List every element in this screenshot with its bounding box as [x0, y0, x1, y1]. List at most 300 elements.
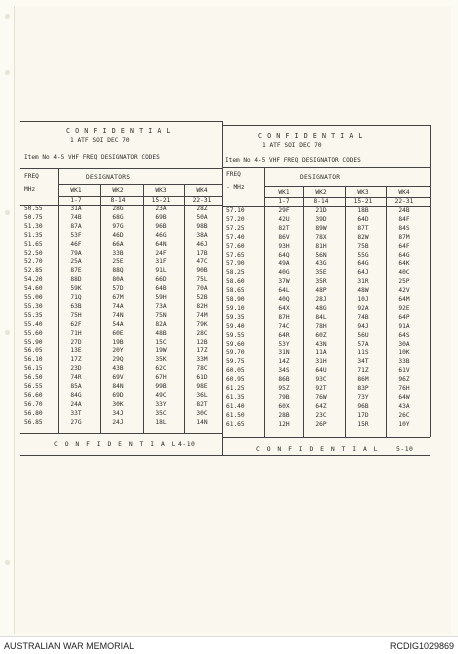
designator-code: 73Y	[357, 393, 369, 401]
freq-value: 58.60	[226, 278, 245, 286]
left-week-header: WK2	[112, 187, 124, 194]
designator-code: 40Q	[278, 296, 290, 303]
designator-code: 74B	[357, 313, 369, 321]
archive-footer	[0, 636, 458, 654]
designator-code: 96B	[357, 402, 369, 410]
rule-line	[20, 433, 222, 434]
freq-value: 60.95	[226, 376, 245, 384]
designator-code: 27D	[70, 338, 82, 346]
designator-code: 78X	[315, 233, 327, 241]
left-week-range: 8-14	[110, 197, 126, 204]
designator-code: 61D	[196, 374, 208, 382]
freq-value: 57.60	[226, 242, 245, 250]
designator-code: 33B	[398, 358, 410, 366]
designator-code: 10J	[357, 296, 369, 303]
designator-code: 25P	[398, 278, 410, 286]
designator-code: 71Z	[357, 367, 369, 375]
freq-value: 57.20	[226, 215, 245, 223]
designator-code: 49C	[155, 391, 167, 399]
designator-code: 64K	[398, 260, 410, 268]
designator-code: 26P	[315, 420, 327, 428]
freq-value: 54.20	[24, 276, 43, 284]
designator-code: 35R	[315, 278, 327, 286]
freq-value: 58.25	[226, 269, 245, 277]
designator-code: 94J	[357, 322, 369, 330]
designator-code: 20Y	[112, 347, 124, 355]
designator-code: 64F	[398, 242, 410, 250]
designator-code: 82A	[155, 320, 167, 328]
punch-hole	[5, 14, 10, 19]
left-item-heading: Item No 4-5 VHF FREQ DESIGNATOR CODES	[24, 154, 160, 161]
designator-code: 71H	[70, 329, 82, 337]
designator-code: 13E	[70, 347, 82, 355]
left-week-range: 1-7	[70, 197, 82, 204]
rule-line	[184, 184, 185, 433]
designator-code: 74R	[70, 374, 82, 382]
designator-code: 62C	[155, 365, 167, 373]
designator-code: 25E	[112, 258, 124, 266]
designator-code: 64G	[398, 251, 410, 259]
designator-code: 71Q	[70, 294, 82, 301]
left-soi-subtitle: 1 ATF SOI DEC 70	[70, 137, 130, 144]
designator-code: 14N	[196, 418, 208, 426]
rule-line	[264, 167, 265, 437]
designator-code: 54A	[112, 320, 124, 328]
freq-value: 56.05	[24, 347, 43, 355]
left-mhz-label: MHz	[24, 186, 36, 193]
rule-line	[303, 186, 304, 437]
designator-code: 69V	[112, 374, 124, 382]
designator-code: 28J	[315, 296, 327, 303]
designator-code: 26C	[398, 411, 410, 419]
designator-code: 33B	[112, 249, 124, 257]
designator-code: 92A	[357, 304, 369, 312]
freq-value: 54.60	[24, 285, 43, 293]
designator-code: 95Z	[278, 385, 290, 392]
right-week-header: WK4	[398, 189, 410, 196]
designator-code: 64M	[398, 296, 410, 303]
rule-line	[58, 168, 59, 433]
freq-value: 55.35	[24, 311, 43, 319]
designator-code: 84L	[315, 313, 327, 321]
right-week-range: 22-31	[394, 198, 414, 205]
designator-code: 64B	[155, 285, 167, 293]
left-week-range: 15-21	[151, 197, 171, 204]
designator-code: 64N	[155, 240, 167, 248]
designator-code: 17B	[196, 249, 208, 257]
designator-code: 96Z	[398, 376, 410, 384]
left-week-header: WK4	[196, 187, 208, 194]
designator-code: 11A	[315, 349, 327, 357]
designator-code: 82H	[196, 302, 208, 310]
designator-code: 24B	[398, 207, 410, 214]
designator-code: 74C	[278, 322, 290, 330]
designator-code: 24J	[112, 418, 124, 426]
designator-code: 92E	[398, 304, 410, 312]
designator-code: 66A	[112, 240, 124, 248]
designator-code: 86B	[278, 376, 290, 384]
designator-code: 64P	[398, 313, 410, 321]
freq-value: 61.50	[226, 411, 245, 419]
freq-value: 56.10	[24, 356, 43, 364]
freq-value: 58.65	[226, 287, 245, 295]
designator-code: 40C	[398, 269, 410, 277]
designator-code: 24A	[70, 400, 82, 408]
designator-code: 42V	[398, 287, 410, 295]
freq-value: 59.40	[226, 322, 245, 330]
designator-code: 53Y	[278, 340, 290, 348]
freq-value: 59.55	[226, 331, 245, 339]
designator-code: 49A	[278, 260, 290, 268]
designator-code: 24F	[155, 249, 167, 257]
designator-code: 74A	[112, 302, 124, 310]
designator-code: 87A	[70, 222, 82, 230]
right-week-range: 15-21	[353, 198, 373, 205]
rule-line	[430, 125, 431, 437]
designator-code: 17D	[357, 411, 369, 419]
freq-value: 61.35	[226, 393, 245, 401]
designator-code: 34J	[112, 409, 124, 417]
archive-record-id: RCDIG1029869	[389, 641, 454, 651]
freq-value: 61.40	[226, 402, 245, 410]
designator-code: 12H	[278, 420, 290, 428]
punch-hole	[5, 330, 10, 335]
designator-code: 93H	[278, 242, 290, 250]
freq-value: 51.35	[24, 231, 43, 239]
freq-value: 57.40	[226, 233, 245, 241]
designator-code: 31R	[357, 278, 369, 286]
designator-code: 60Z	[315, 331, 327, 339]
right-week-range: 1-7	[278, 198, 290, 205]
right-week-header: WK3	[357, 189, 369, 196]
freq-value: 57.90	[226, 260, 245, 268]
designator-code: 28G	[112, 205, 124, 212]
designator-code: 35C	[155, 409, 167, 417]
designator-code: 28Z	[196, 205, 208, 212]
designator-code: 98E	[196, 383, 208, 390]
freq-value: 57.65	[226, 251, 245, 259]
rule-line	[386, 186, 387, 437]
freq-value: 57.25	[226, 224, 245, 232]
freq-value: 56.80	[24, 409, 43, 417]
left-footer-confidential: C O N F I D E N T I A L	[54, 440, 177, 448]
freq-value: 60.05	[226, 367, 245, 375]
designator-code: 28C	[196, 329, 208, 337]
designator-code: 31F	[155, 258, 167, 266]
designator-code: 87E	[70, 267, 82, 275]
freq-value: 56.85	[24, 418, 43, 426]
designator-code: 68G	[112, 213, 124, 221]
right-page-number: 5-10	[396, 445, 414, 453]
right-designators-label: DESIGNATOR	[300, 174, 341, 181]
designator-code: 74M	[196, 311, 208, 319]
left-page-number: 4-10	[178, 440, 196, 448]
rule-line	[58, 184, 222, 185]
designator-code: 84N	[112, 383, 124, 390]
designator-code: 47C	[196, 258, 208, 266]
rule-line	[222, 121, 223, 455]
freq-value: 52.50	[24, 249, 43, 257]
designator-code: 64Z	[315, 402, 327, 410]
designator-code: 64J	[357, 269, 369, 277]
freq-value: 61.65	[226, 420, 245, 428]
designator-code: 69D	[112, 391, 124, 399]
designator-code: 31H	[315, 358, 327, 366]
rule-line	[20, 455, 430, 456]
freq-value: 55.60	[24, 329, 43, 337]
rule-line	[100, 184, 101, 433]
designator-code: 90B	[196, 267, 208, 275]
freq-value: 52.85	[24, 267, 43, 275]
freq-value: 61.25	[226, 385, 245, 392]
designator-code: 99B	[155, 383, 167, 390]
designator-code: 39D	[315, 215, 327, 223]
designator-code: 48G	[315, 304, 327, 312]
designator-code: 86M	[357, 376, 369, 384]
designator-code: 96B	[155, 222, 167, 230]
designator-code: 15C	[155, 338, 167, 346]
designator-code: 67M	[112, 294, 124, 301]
designator-code: 67H	[155, 374, 167, 382]
designator-code: 78H	[315, 322, 327, 330]
freq-value: 51.65	[24, 240, 43, 248]
designator-code: 30A	[398, 340, 410, 348]
right-week-header: WK1	[278, 189, 290, 196]
designator-code: 33T	[70, 409, 82, 417]
freq-value: 59.60	[226, 340, 245, 348]
designator-code: 35E	[315, 269, 327, 277]
rule-line	[20, 168, 222, 169]
designator-code: 40G	[278, 269, 290, 277]
designator-code: 17Z	[196, 347, 208, 355]
designator-code: 91L	[155, 267, 167, 275]
designator-code: 64X	[278, 304, 290, 312]
left-week-range: 22-31	[192, 197, 212, 204]
designator-code: 73A	[155, 302, 167, 310]
designator-code: 81H	[315, 242, 327, 250]
freq-value: 50.55	[24, 205, 43, 212]
rule-line	[345, 186, 346, 437]
designator-code: 37W	[278, 278, 290, 286]
designator-code: 84G	[70, 391, 82, 399]
designator-code: 18B	[357, 207, 369, 214]
designator-code: 80A	[112, 276, 124, 284]
rule-line	[222, 437, 430, 438]
designator-code: 79A	[70, 249, 82, 257]
freq-value: 55.90	[24, 338, 43, 346]
right-mhz-label: - MHz	[226, 184, 245, 191]
designator-code: 82W	[357, 233, 369, 241]
designator-code: 84S	[398, 224, 410, 232]
designator-code: 46J	[196, 240, 208, 248]
designator-code: 92T	[315, 385, 327, 392]
freq-value: 56.70	[24, 400, 43, 408]
designator-code: 42U	[278, 215, 290, 223]
designator-code: 86V	[278, 233, 290, 241]
designator-code: 43B	[112, 365, 124, 373]
designator-code: 23D	[70, 365, 82, 373]
rule-line	[143, 184, 144, 433]
archive-name: AUSTRALIAN WAR MEMORIAL	[4, 641, 135, 651]
right-freq-label: FREQ	[226, 171, 241, 178]
designator-code: 14Z	[278, 358, 290, 366]
right-footer-confidential: C O N F I D E N T I A L	[256, 445, 379, 453]
freq-value: 55.00	[24, 294, 43, 301]
punch-hole	[5, 210, 10, 215]
designator-code: 57D	[112, 285, 124, 293]
designator-code: 52B	[196, 294, 208, 301]
designator-code: 60E	[112, 329, 124, 337]
designator-code: 29Q	[112, 356, 124, 364]
designator-code: 43G	[315, 260, 327, 268]
designator-code: 85A	[70, 383, 82, 390]
rule-line	[222, 125, 430, 126]
designator-code: 30C	[196, 409, 208, 417]
designator-code: 75N	[155, 311, 167, 319]
designator-code: 98B	[196, 222, 208, 230]
designator-code: 12B	[196, 338, 208, 346]
designator-code: 36L	[196, 391, 208, 399]
designator-code: 79K	[196, 320, 208, 328]
designator-code: 48P	[315, 287, 327, 295]
rule-line	[58, 196, 222, 197]
freq-value: 57.10	[226, 207, 245, 214]
designator-code: 46D	[112, 231, 124, 239]
designator-code: 10Y	[398, 420, 410, 428]
freq-value: 56.50	[24, 374, 43, 382]
designator-code: 61V	[398, 367, 410, 375]
designator-code: 69B	[155, 213, 167, 221]
rule-line	[222, 167, 430, 168]
designator-code: 64R	[278, 331, 290, 339]
designator-code: 87H	[278, 313, 290, 321]
designator-code: 83P	[357, 385, 369, 392]
designator-code: 79B	[278, 393, 290, 401]
designator-code: 74B	[70, 213, 82, 221]
designator-code: 63B	[70, 302, 82, 310]
freq-value: 51.30	[24, 222, 43, 230]
right-confidential-title: C O N F I D E N T I A L	[258, 132, 364, 140]
designator-code: 23A	[155, 205, 167, 212]
designator-code: 48W	[357, 287, 369, 295]
designator-code: 53F	[70, 231, 82, 239]
designator-code: 91A	[398, 322, 410, 330]
left-confidential-title: C O N F I D E N T I A L	[66, 127, 172, 135]
designator-code: 75L	[196, 276, 208, 284]
designator-code: 74N	[112, 311, 124, 319]
designator-code: 87M	[398, 233, 410, 241]
punch-hole	[5, 70, 10, 75]
freq-value: 55.40	[24, 320, 43, 328]
right-week-range: 8-14	[313, 198, 329, 205]
designator-code: 78C	[196, 365, 208, 373]
designator-code: 64D	[357, 215, 369, 223]
designator-code: 89W	[315, 224, 327, 232]
designator-code: 75H	[70, 311, 82, 319]
designator-code: 88D	[70, 276, 82, 284]
designator-code: 56N	[315, 251, 327, 259]
left-freq-label: FREQ	[24, 173, 39, 180]
designator-code: 56U	[357, 331, 369, 339]
designator-code: 64W	[398, 393, 410, 401]
designator-code: 93C	[315, 376, 327, 384]
right-week-header: WK2	[315, 189, 327, 196]
designator-code: 64G	[357, 260, 369, 268]
designator-code: 21D	[315, 207, 327, 214]
right-soi-subtitle: 1 ATF SOI DEC 70	[262, 142, 322, 149]
punch-hole	[5, 560, 10, 565]
designator-code: 62F	[70, 320, 82, 328]
left-week-header: WK3	[155, 187, 167, 194]
designator-code: 82T	[196, 400, 208, 408]
designator-code: 11S	[357, 349, 369, 357]
designator-code: 35K	[155, 356, 167, 364]
designator-code: 34T	[357, 358, 369, 366]
freq-value: 59.75	[226, 358, 245, 366]
designator-code: 27G	[70, 418, 82, 426]
designator-code: 64Q	[278, 251, 290, 259]
designator-code: 87T	[357, 224, 369, 232]
rule-line	[20, 121, 222, 122]
right-item-heading: Item No 4-5 VHF FREQ DESIGNATOR CODES	[225, 157, 361, 164]
designator-code: 84F	[398, 215, 410, 223]
designator-code: 10K	[398, 349, 410, 357]
designator-code: 64U	[315, 367, 327, 375]
freq-value: 58.90	[226, 296, 245, 303]
designator-code: 33M	[196, 356, 208, 364]
designator-code: 75B	[357, 242, 369, 250]
designator-code: 15R	[357, 420, 369, 428]
designator-code: 88Q	[112, 267, 124, 275]
designator-code: 57A	[357, 340, 369, 348]
designator-code: 59K	[70, 285, 82, 293]
designator-code: 30K	[112, 400, 124, 408]
designator-code: 28B	[278, 411, 290, 419]
designator-code: 60X	[278, 402, 290, 410]
freq-value: 59.10	[226, 304, 245, 312]
designator-code: 97G	[112, 222, 124, 230]
designator-code: 55G	[357, 251, 369, 259]
freq-value: 56.15	[24, 365, 43, 373]
punch-holes	[2, 0, 14, 640]
designator-code: 82T	[278, 224, 290, 232]
designator-code: 33Y	[155, 400, 167, 408]
rule-line	[264, 197, 430, 198]
freq-value: 56.60	[24, 391, 43, 399]
left-designators-label: DESIGNATORS	[86, 174, 131, 181]
freq-value: 52.70	[24, 258, 43, 266]
designator-code: 43N	[315, 340, 327, 348]
designator-code: 29F	[278, 207, 290, 214]
designator-code: 46F	[70, 240, 82, 248]
designator-code: 19W	[155, 347, 167, 355]
designator-code: 46G	[155, 231, 167, 239]
designator-code: 19B	[112, 338, 124, 346]
designator-code: 66D	[155, 276, 167, 284]
designator-code: 43A	[398, 402, 410, 410]
designator-code: 38A	[196, 231, 208, 239]
designator-code: 23C	[315, 411, 327, 419]
designator-code: 48B	[155, 329, 167, 337]
freq-value: 55.30	[24, 302, 43, 310]
designator-code: 64L	[278, 287, 290, 295]
designator-code: 31N	[278, 349, 290, 357]
freq-value: 59.70	[226, 349, 245, 357]
designator-code: 76H	[398, 385, 410, 392]
designator-code: 50A	[196, 213, 208, 221]
designator-code: 76W	[315, 393, 327, 401]
designator-code: 70A	[196, 285, 208, 293]
